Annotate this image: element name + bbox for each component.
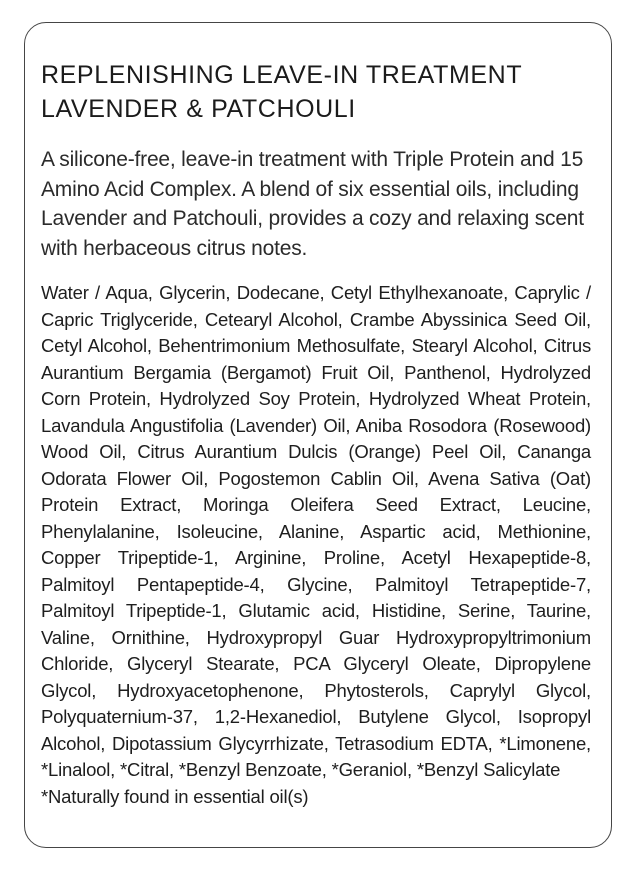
ingredients-footnote: *Naturally found in essential oil(s) xyxy=(41,785,309,807)
product-description: A silicone-free, leave-in treatment with Triple Protein and 15 Amino Acid Complex. A blend of six essential oils, including Lavender and Patchouli, provides a cozy and relaxing scent with herbaceous citrus notes. xyxy=(41,148,584,260)
product-title xyxy=(41,58,591,126)
product-variant: LAVENDER & PATCHOULI xyxy=(41,95,356,123)
product-name: REPLENISHING LEAVE-IN TREATMENT xyxy=(41,61,523,89)
product-label-card xyxy=(24,22,612,848)
ingredients-list: Water / Aqua, Glycerin, Dodecane, Cetyl Ethylhexanoate, Caprylic / Capric Triglyceride, Cetearyl Alcohol, Crambe Abyssinica Seed Oil, Cetyl Alcohol, Behentrimonium Methosulfate, Stearyl Alcohol, Citrus Aurantium Bergamia (Bergamot) Fruit Oil, Panthenol, Hydrolyzed Corn Protein, Hydrolyzed Soy Protein, Hydrolyzed Wheat Protein, Lavandula Angustifolia (Lavender) Oil, Aniba Rosodora (Rosewood) Wood Oil, Citrus Aurantium Dulcis (Orange) Peel Oil, Cananga Odorata Flower Oil, Pogostemon Cablin Oil, Avena Sativa (Oat) Protein Extract, Moringa Oleifera Seed Extract, Leucine, Phenylalanine, Isoleucine, Alanine, Aspartic acid, Methionine, Copper Tripeptide-1, Arginine, Proline, Acetyl Hexapeptide-8, Palmitoyl Pentapeptide-4, Glycine, Palmitoyl Tetrapeptide-7, Palmitoyl Tripeptide-1, Glutamic acid, Histidine, Serine, Taurine, Valine, Ornithine, Hydroxypropyl Guar Hydroxypropyltrimonium Chloride, Glyceryl Stearate, PCA Glyceryl Oleate, Dipropylene Glycol, Hydroxyacetophenone, Phytosterols, Caprylyl Glycol, Polyquaternium-37, 1,2-Hexanediol, Butylene Glycol, Isopropyl Alcohol, Dipotassium Glycyrrhizate, Tetrasodium EDTA, *Limonene, *Linalool, *Citral, *Benzyl Benzoate, *Geraniol, *Benzyl Salicylate xyxy=(41,282,591,780)
